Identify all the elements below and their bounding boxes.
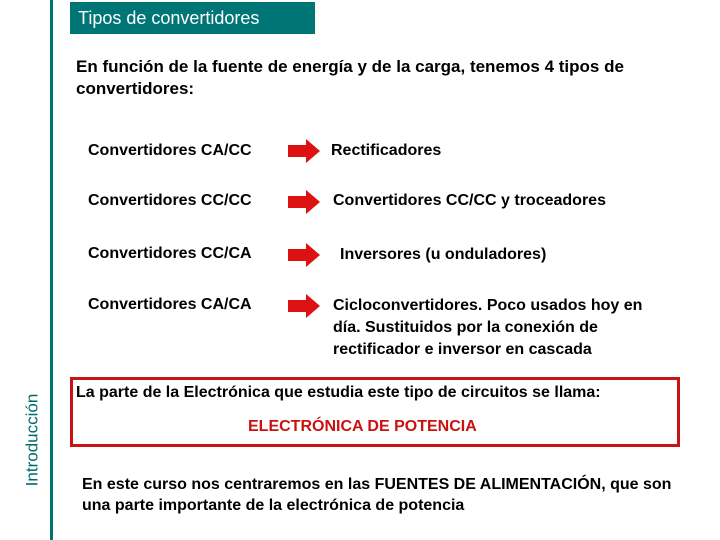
row-2-right: Convertidores CC/CC y troceadores <box>333 192 606 209</box>
highlight-term: ELECTRÓNICA DE POTENCIA <box>248 418 477 435</box>
right-arrow-icon <box>288 243 320 267</box>
footer-text: En este curso nos centraremos en las FUENTES DE ALIMENTACIÓN, que son una parte importante de la electrónica de potencia <box>82 476 672 514</box>
left-accent-bar <box>50 0 53 540</box>
row-1-right: Rectificadores <box>331 142 442 159</box>
intro-text: En función de la fuente de energía y de la carga, tenemos 4 tipos de convertidores: <box>76 57 624 98</box>
right-arrow-icon <box>288 190 320 214</box>
right-arrow-icon <box>288 294 320 318</box>
right-arrow-icon <box>288 139 320 163</box>
row-1-left: Convertidores CA/CC <box>88 142 252 159</box>
row-4-left: Convertidores CA/CA <box>88 296 252 313</box>
row-2-left: Convertidores CC/CC <box>88 192 252 209</box>
row-3-right: Inversores (u onduladores) <box>340 246 547 263</box>
page-title: Tipos de convertidores <box>70 2 315 34</box>
row-4-right: Cicloconvertidores. Poco usados hoy en día. Sustituidos por la conexión de rectificador e inversor en cascada <box>333 297 643 358</box>
highlight-text: La parte de la Electrónica que estudia este tipo de circuitos se llama: <box>76 384 601 401</box>
side-label-text: Introducción <box>22 393 41 487</box>
side-label <box>20 360 44 520</box>
row-3-left: Convertidores CC/CA <box>88 245 252 262</box>
